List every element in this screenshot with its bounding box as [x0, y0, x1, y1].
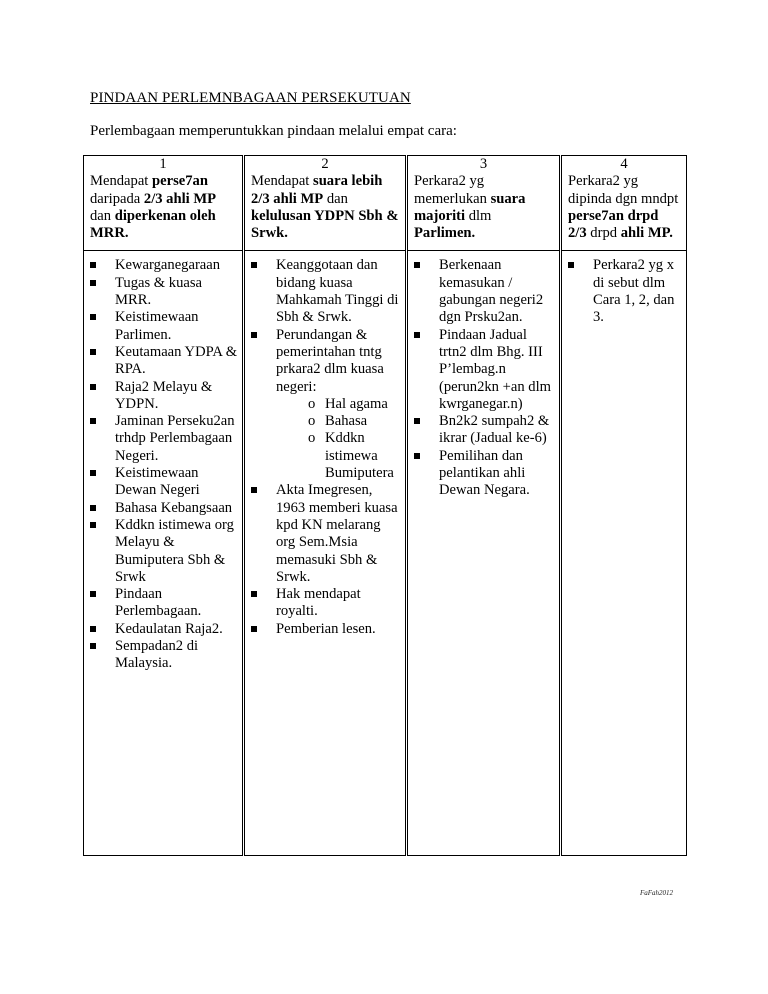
page-title: PINDAAN PERLEMNBAGAAN PERSEKUTUAN [90, 90, 411, 106]
heading-bold-text: suara lebih 2/3 ahli MP [251, 173, 383, 207]
column-heading-1 [84, 173, 244, 251]
column-number-4: 4 [561, 156, 687, 174]
list-item-text: Pemilihan dan pelantikan ahli Dewan Negara. [439, 447, 530, 499]
heading-text: Mendapat [90, 173, 153, 190]
list-item-text: Sempadan2 di Malaysia. [115, 638, 199, 672]
list-item [84, 517, 238, 586]
list-item-text: Pindaan Perlembagaan. [115, 586, 202, 620]
heading-bold-text: diperkenan oleh MRR. [90, 207, 216, 242]
sub-list-item: o Hal agama [276, 396, 397, 413]
column-items-2 [244, 251, 407, 856]
column-number-1: 1 [84, 156, 244, 174]
column-number-2: 2 [244, 156, 407, 174]
column-number-3: 3 [407, 156, 561, 174]
intro-text: Perlembagaan memperuntukkan pindaan melalui empat cara: [90, 123, 457, 139]
heading-text: Perkara2 yg memerlukan [414, 173, 491, 207]
list-item [408, 413, 555, 448]
item-list [245, 257, 405, 638]
list-item-text: Pemberian lesen. [276, 620, 376, 637]
heading-bold-text: 2/3 ahli MP [143, 190, 217, 207]
list-item [245, 482, 401, 586]
list-item-text: Kddkn istimewa org Melayu & Bumiputera Sbh & Srwk [115, 516, 234, 585]
heading-bold-text: Parlimen. [414, 225, 476, 242]
heading-bold-text: perse7an [152, 173, 208, 190]
list-item [408, 448, 555, 500]
list-item [84, 257, 238, 274]
list-item-text: Hak mendapat royalti. [276, 586, 361, 620]
list-item-text: Perkara2 yg x di sebut dlm Cara 1, 2, dan 3. [593, 257, 675, 326]
list-item-text: Kedaulatan Raja2. [115, 620, 223, 637]
column-items-1 [84, 251, 244, 856]
list-item [84, 379, 238, 414]
heading-text: daripada [90, 190, 144, 207]
list-item [84, 413, 238, 465]
list-item-text: Keanggotaan dan bidang kuasa Mahkamah Tinggi di Sbh & Srwk. [276, 257, 399, 326]
list-item [84, 309, 238, 344]
sub-list-item: o Kddkn istimewa Bumiputera [276, 430, 397, 482]
list-item-text: Keutamaan YDPA & RPA. [115, 343, 238, 378]
list-item-text: Keistimewaan Parlimen. [115, 309, 199, 343]
list-item [245, 327, 401, 483]
list-item-text: Keistimewaan Dewan Negeri [115, 465, 200, 499]
list-item-text: Perundangan & pemerintahan tntg prkara2 dlm kuasa negeri: [276, 326, 384, 395]
heading-bold-text: kelulusan YDPN Sbh & Srwk. [251, 207, 399, 242]
amendment-methods-table [83, 155, 687, 856]
heading-text: Perkara2 yg dipinda dgn mndpt [568, 173, 679, 207]
item-list [562, 257, 686, 326]
list-item-text: Berkenaan kemasukan / gabungan negeri2 dgn Prsku2an. [439, 257, 544, 326]
column-heading-2 [244, 173, 407, 251]
list-item-text: Bn2k2 sumpah2 & ikrar (Jadual ke-6) [439, 413, 550, 447]
heading-text: Mendapat [251, 173, 314, 190]
list-item-text: Akta Imegresen, 1963 memberi kuasa kpd KN melarang org Sem.Msia memasuki Sbh & Srwk. [276, 482, 398, 585]
list-item [245, 586, 401, 621]
list-item-text: Raja2 Melayu & YDPN. [115, 378, 213, 412]
item-list [408, 257, 559, 499]
list-item [84, 465, 238, 500]
list-item [245, 257, 401, 326]
list-item-text: Tugas & kuasa MRR. [115, 274, 203, 309]
list-item [408, 327, 555, 413]
heading-bold-text: perse7an drpd 2/3 [568, 207, 659, 242]
heading-text: drpd [586, 225, 621, 242]
sub-list [276, 396, 401, 482]
list-item [84, 500, 238, 517]
column-heading-3 [407, 173, 561, 251]
heading-text: dan [90, 207, 115, 224]
heading-bold-text: ahli MP. [620, 225, 673, 242]
sub-list-item: o Bahasa [276, 413, 397, 430]
list-item [562, 257, 682, 326]
footer-signature: FaFah2012 [640, 889, 674, 897]
heading-text: dan [323, 190, 348, 207]
column-items-4 [561, 251, 687, 856]
list-item-text: Jaminan Perseku2an trhdp Perlembagaan Negeri. [115, 413, 235, 464]
list-item [84, 586, 238, 621]
list-item [84, 621, 238, 638]
list-item-text: Pindaan Jadual trtn2 dlm Bhg. III P’lembag.n (perun2kn +an dlm kwrganegar.n) [439, 326, 551, 412]
column-items-3 [407, 251, 561, 856]
list-item [84, 275, 238, 310]
item-list [84, 257, 242, 672]
column-heading-4 [561, 173, 687, 251]
list-item-text: Bahasa Kebangsaan [115, 499, 233, 516]
heading-text: dlm [465, 207, 492, 224]
list-item-text: Kewarganegaraan [115, 257, 221, 274]
list-item [408, 257, 555, 326]
list-item [84, 638, 238, 673]
list-item [84, 344, 238, 379]
list-item [245, 621, 401, 638]
heading-bold-text: suara majoriti [414, 190, 526, 224]
